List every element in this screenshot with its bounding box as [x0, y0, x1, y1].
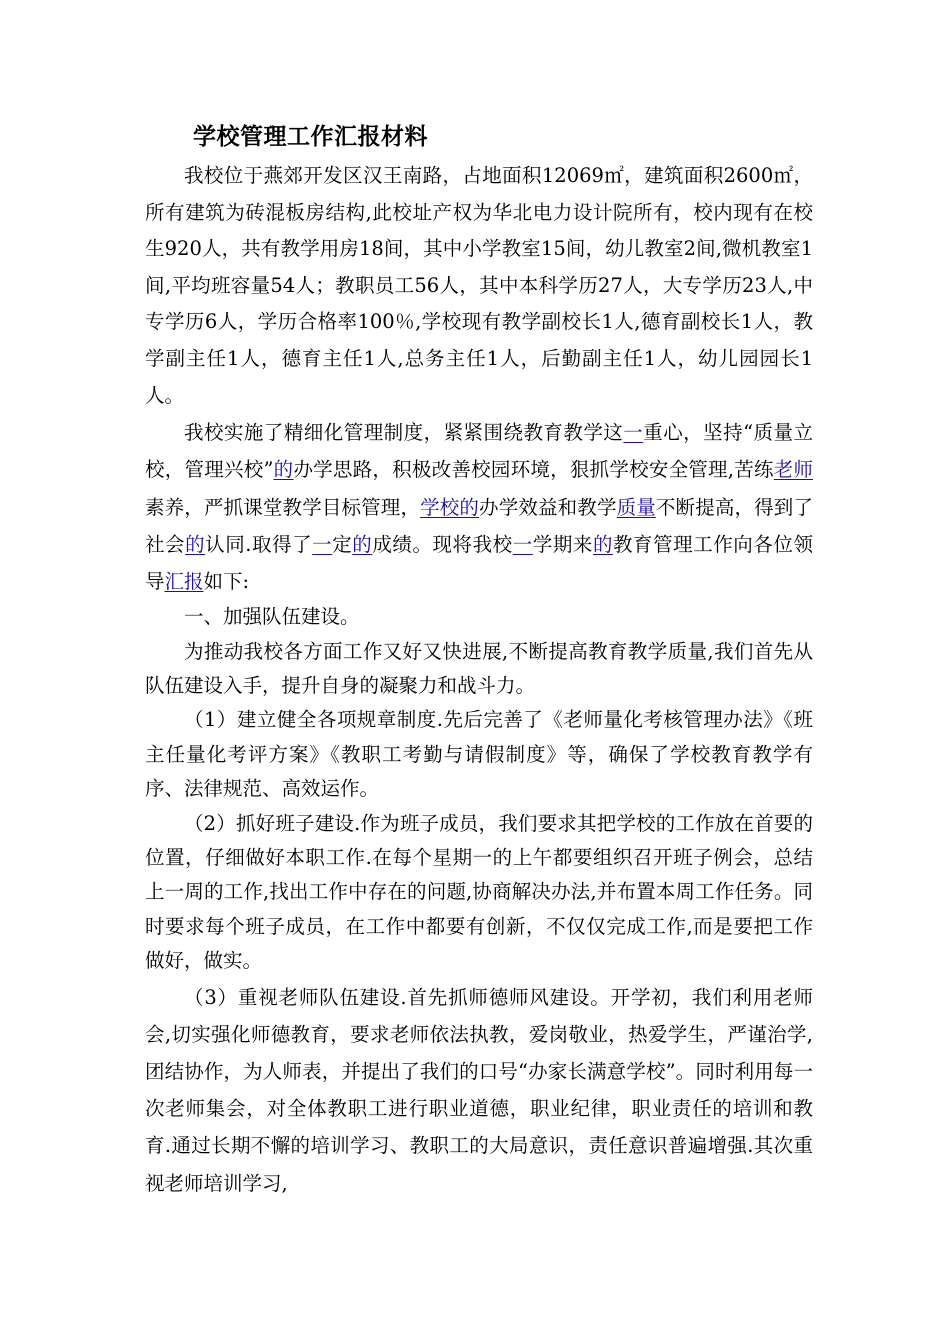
inline-link[interactable]: 一: [512, 532, 533, 556]
inline-link[interactable]: 汇报: [164, 569, 204, 593]
inline-link[interactable]: 质量: [616, 495, 656, 519]
paragraph-text: 素养，严抓课堂教学目标管理，: [145, 495, 421, 519]
document-title: 学校管理工作汇报材料: [193, 123, 428, 150]
inline-link[interactable]: 的: [185, 532, 206, 556]
inline-link[interactable]: 老师: [773, 458, 813, 482]
paragraph-item-teachers: [145, 979, 813, 1202]
paragraph-text: 认同.取得了: [205, 532, 313, 556]
paragraph-text: 我校位于燕郊开发区汉王南路，占地面积12069㎡，建筑面积2600㎡，所有建筑为砖混板房结构,此校址产权为华北电力设计院所有，校内现有在校生920人，共有教学用房18间，其中小学教室15间，幼儿教室2间,微机教室1间,平均班容量54人；教职员工56人，其中本科学历27人，大专学历23人,中专学历6人，学历合格率100％,学校现有教学副校长1人,德育副校长1人，教学副主任1人，德育主任1人,总务主任1人，后勤副主任1人，幼儿园园长1人。: [145, 164, 813, 407]
inline-link[interactable]: 一: [312, 532, 333, 556]
paragraph-text: 办学效益和教学: [479, 495, 617, 519]
paragraph-text: 学期来: [532, 532, 593, 556]
paragraph-text: 成绩。现将我校: [372, 532, 513, 556]
paragraph-text: 我校实施了精细化管理制度，紧紧围绕教育教学这: [184, 421, 624, 445]
inline-link[interactable]: 学校的: [420, 495, 480, 519]
paragraph-school-overview: [145, 158, 813, 414]
paragraph-item-rules: [145, 703, 813, 806]
paragraph-item-leadership: [145, 807, 813, 979]
paragraph-text: 如下:: [203, 569, 250, 593]
paragraph-text: 重心，坚持“质量立校，管理兴校”: [145, 421, 813, 482]
paragraph-text: （3）重视老师队伍建设.首先抓师德师风建设。开学初，我们利用老师会,切实强化师德教育，要求老师依法执教，爱岗敬业，热爱学生，严谨治学,团结协作，为人师表，并提出了我们的口号“办家长满意学校”。同时利用每一次老师集会，对全体教职工进行职业道德，职业纪律，职业责任的培训和教育.通过长期不懈的培训学习、教职工的大局意识，责任意识普遍增强.其次重视老师培训学习,: [145, 985, 813, 1195]
inline-link[interactable]: 的: [273, 458, 294, 482]
paragraph-text: 为推动我校各方面工作又好又快进展,不断提高教育教学质量,我们首先从队伍建设入手，提升自身的凝聚力和战斗力。: [145, 639, 813, 697]
paragraph-text: 不断提高，得到了社会: [145, 495, 813, 556]
section-heading-team-building: [145, 600, 813, 634]
paragraph-text: 教育管理工作向各位领导: [145, 532, 813, 593]
inline-link[interactable]: 的: [592, 532, 613, 556]
paragraph-management-summary: [145, 414, 813, 600]
paragraph-text: 定: [332, 532, 353, 556]
paragraph-text: 办学思路，积极改善校园环境，狠抓学校安全管理,苦练: [293, 458, 774, 482]
paragraph-text: （2）抓好班子建设.作为班子成员，我们要求其把学校的工作放在首要的位置，仔细做好本职工作.在每个星期一的上午都要组织召开班子例会，总结上一周的工作,找出工作中存在的问题,协商解决办法,并布置本周工作任务。同时要求每个班子成员，在工作中都要有创新，不仅仅完成工作,而是要把工作做好，做实。: [145, 811, 813, 973]
inline-link[interactable]: 的: [352, 532, 373, 556]
paragraph-team-intro: [145, 635, 813, 704]
paragraph-text: （1）建立健全各项规章制度.先后完善了《老师量化考核管理办法》《班主任量化考评方案》《教职工考勤与请假制度》等，确保了学校教育教学有序、法律规范、高效运作。: [145, 708, 813, 801]
inline-link[interactable]: 一: [623, 421, 644, 445]
document-body: [145, 158, 813, 1202]
section-heading: 一、加强队伍建设。: [184, 605, 360, 629]
